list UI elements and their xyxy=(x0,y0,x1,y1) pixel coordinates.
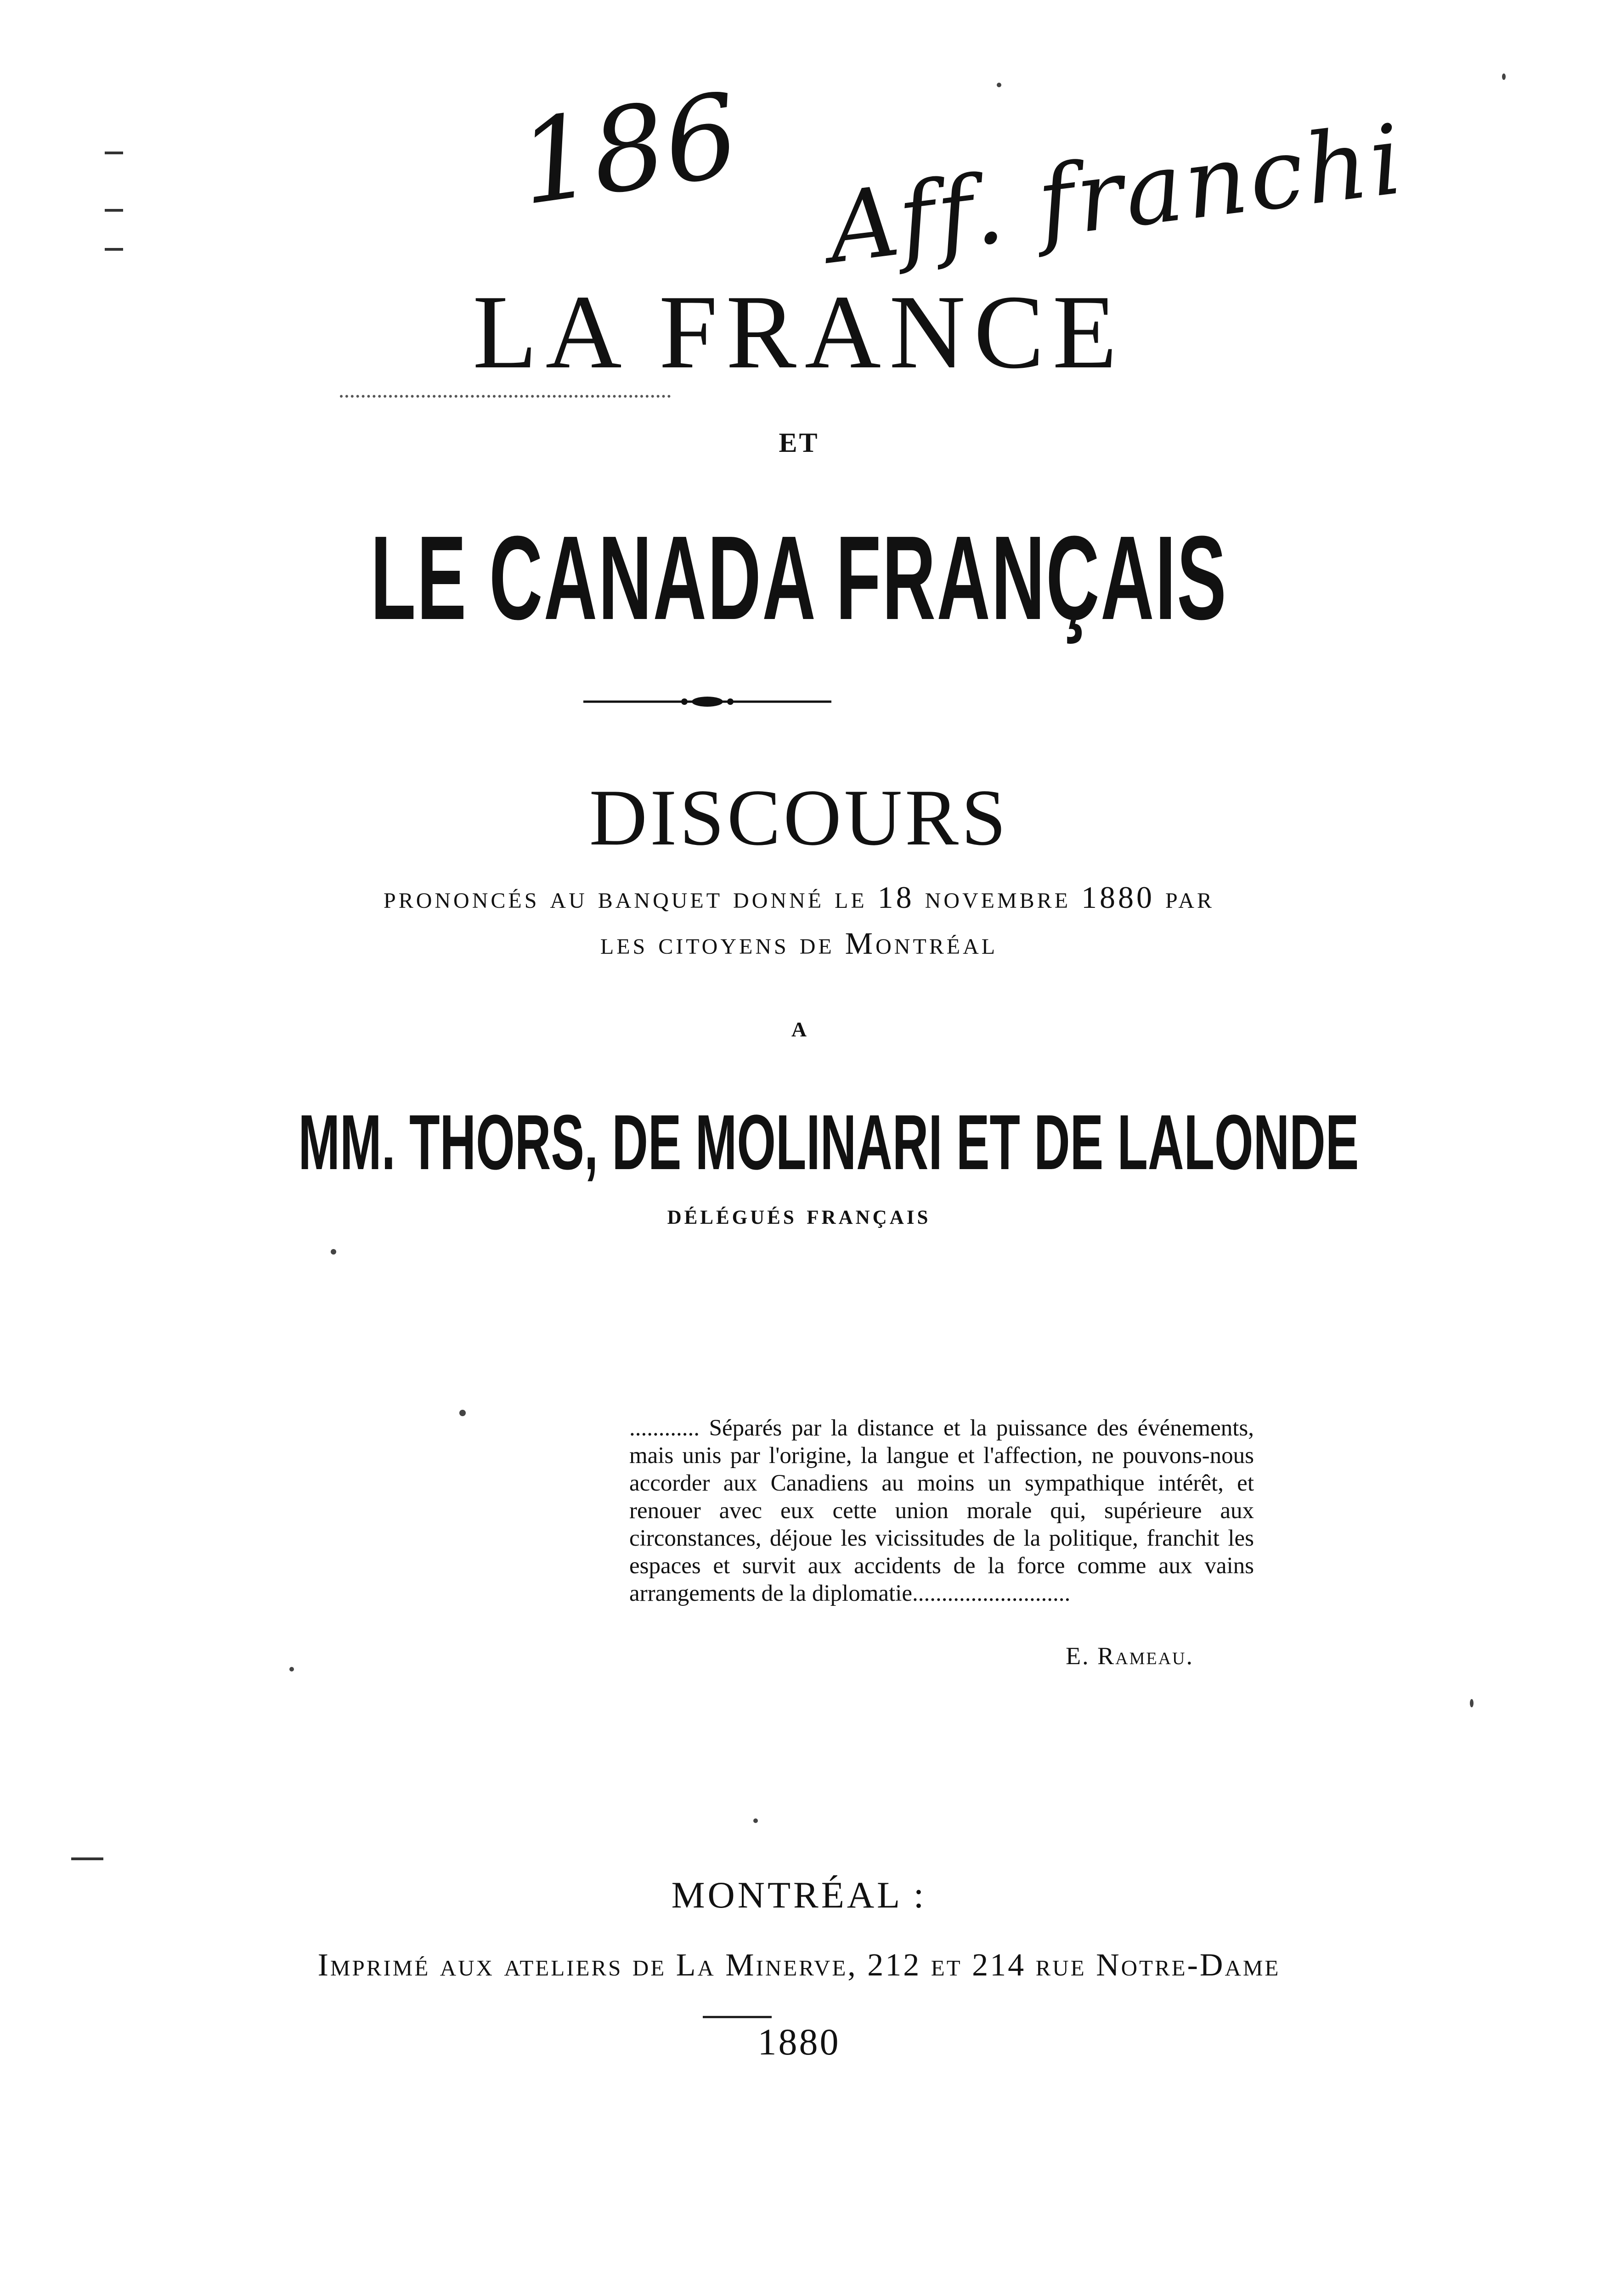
publication-year: 1880 xyxy=(757,2021,841,2063)
title-line-2-container xyxy=(0,510,1598,657)
margin-mark xyxy=(105,209,123,212)
margin-mark xyxy=(105,248,123,251)
handwritten-signature: Aff. franchi xyxy=(822,103,1411,285)
delegates-label: délégués français xyxy=(667,1199,931,1230)
margin-mark xyxy=(71,1857,103,1860)
paper-speck xyxy=(997,83,1001,87)
dotted-rule xyxy=(340,395,671,398)
handwritten-catalog-number: 186 xyxy=(511,68,747,231)
occasion-line-1: prononcés au banquet donné le 18 novembre 1880 par xyxy=(384,880,1214,915)
honorees-container xyxy=(0,1097,1598,1187)
discours-heading: DISCOURS xyxy=(589,773,1009,862)
paper-speck xyxy=(753,1818,758,1823)
paper-speck xyxy=(1502,73,1506,80)
epigraph-text: ............ Séparés par la distance et la puissance des événements, mais unis par l'origine, la langue et l'affection, ne pouvons-nous accorder aux Canadiens au moins un sympathique intérêt, et renouer avec eux cette union morale qui, supérieure aux circonstances, déjoue les vicissitudes de la politique, franchit les espaces et survit aux accidents de la force comme aux vains arrangements de la diplomatie........................... xyxy=(629,1415,1254,1606)
short-rule xyxy=(703,2016,772,2018)
paper-speck xyxy=(331,1249,336,1255)
preposition: A xyxy=(791,1018,807,1041)
paper-speck xyxy=(289,1667,294,1671)
epigraph-author: E. Rameau. xyxy=(1066,1642,1194,1670)
occasion-line-2: les citoyens de Montréal xyxy=(600,926,998,961)
title-line-1: LA FRANCE xyxy=(473,273,1125,390)
paper-speck xyxy=(1470,1699,1474,1707)
margin-mark xyxy=(105,152,123,154)
paper-speck xyxy=(459,1410,466,1416)
title-line-2: LE CANADA FRANÇAIS xyxy=(370,512,1228,645)
publisher-address: Imprimé aux ateliers de La Minerve, 212 et 214 rue Notre-Dame xyxy=(317,1947,1281,1983)
honorees-names: MM. THORS, DE MOLINARI ET DE LALONDE xyxy=(298,1099,1359,1186)
title-conjunction: ET xyxy=(779,428,819,458)
publisher-city: MONTRÉAL : xyxy=(671,1874,927,1916)
ornament-rule xyxy=(583,692,831,711)
